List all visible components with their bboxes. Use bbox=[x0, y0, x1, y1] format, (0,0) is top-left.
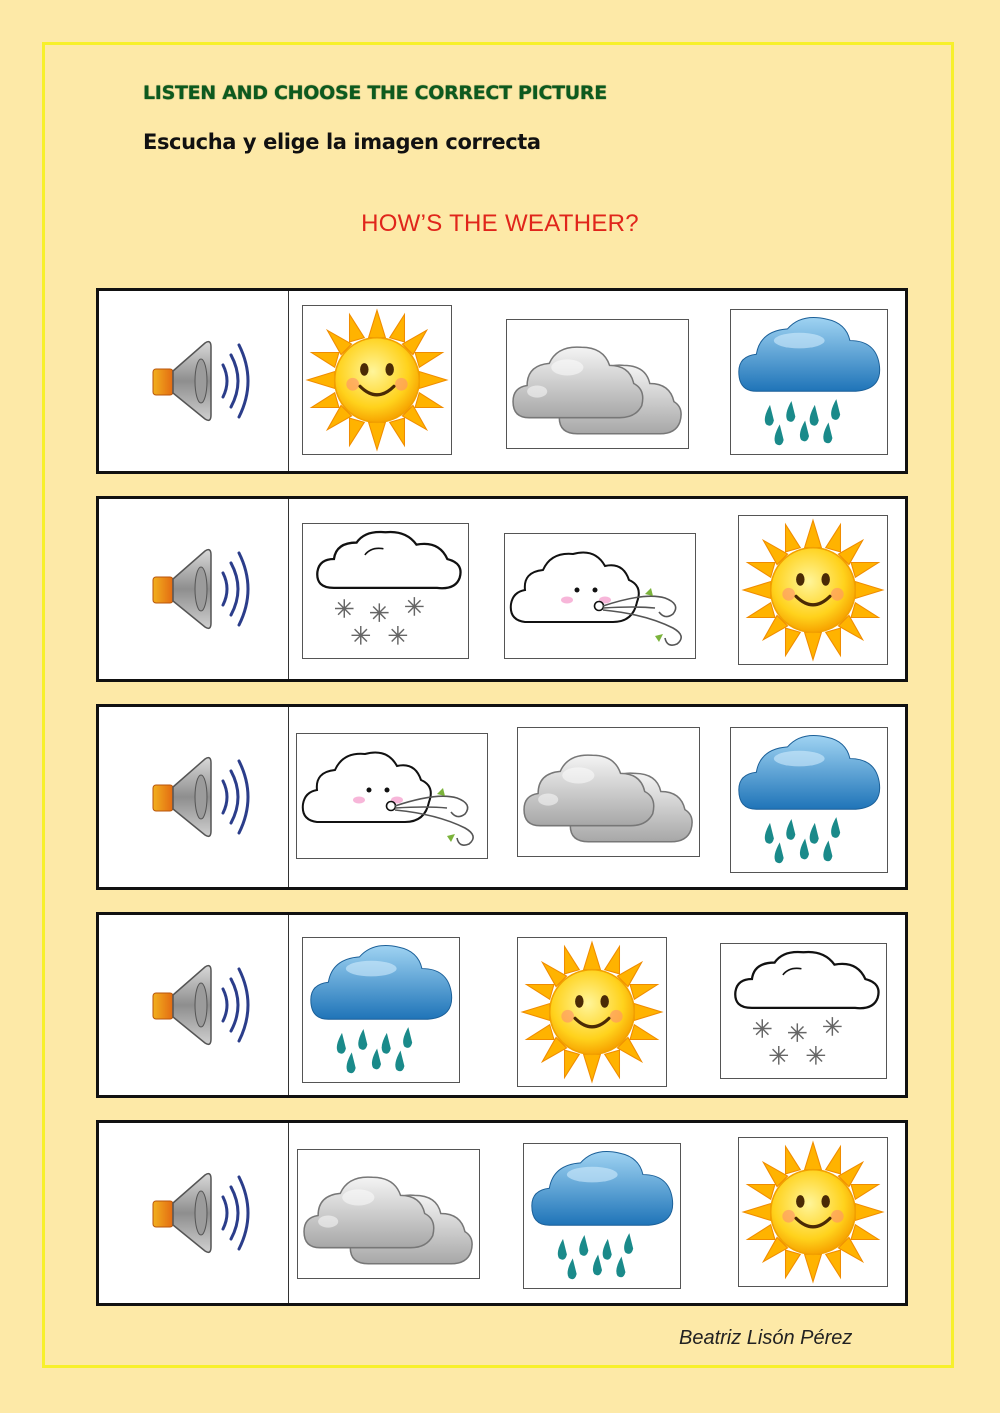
question-row-1 bbox=[96, 288, 908, 474]
row-divider bbox=[288, 499, 289, 679]
option-snow-cloud-icon[interactable] bbox=[302, 523, 469, 659]
option-sun-icon[interactable] bbox=[738, 1137, 888, 1287]
option-rain-cloud-icon[interactable] bbox=[523, 1143, 681, 1289]
author-signature: Beatriz Lisón Pérez bbox=[679, 1327, 853, 1349]
question-heading: HOW’S THE WEATHER? bbox=[361, 210, 639, 237]
option-wind-cloud-icon[interactable] bbox=[296, 733, 488, 859]
row-divider bbox=[288, 291, 289, 471]
instruction-title-spanish: Escucha y elige la imagen correcta bbox=[143, 130, 541, 154]
speaker-icon[interactable] bbox=[149, 1165, 253, 1261]
row-divider bbox=[288, 915, 289, 1095]
speaker-icon[interactable] bbox=[149, 749, 253, 845]
option-sun-icon[interactable] bbox=[517, 937, 667, 1087]
question-row-2 bbox=[96, 496, 908, 682]
speaker-icon[interactable] bbox=[149, 541, 253, 637]
option-snow-cloud-icon[interactable] bbox=[720, 943, 887, 1079]
option-rain-cloud-icon[interactable] bbox=[302, 937, 460, 1083]
option-cloud-icon[interactable] bbox=[506, 319, 689, 449]
row-divider bbox=[288, 1123, 289, 1303]
option-cloud-icon[interactable] bbox=[517, 727, 700, 857]
question-row-4 bbox=[96, 912, 908, 1098]
row-divider bbox=[288, 707, 289, 887]
option-sun-icon[interactable] bbox=[738, 515, 888, 665]
speaker-icon[interactable] bbox=[149, 957, 253, 1053]
option-wind-cloud-icon[interactable] bbox=[504, 533, 696, 659]
option-sun-icon[interactable] bbox=[302, 305, 452, 455]
option-cloud-icon[interactable] bbox=[297, 1149, 480, 1279]
option-rain-cloud-icon[interactable] bbox=[730, 727, 888, 873]
option-rain-cloud-icon[interactable] bbox=[730, 309, 888, 455]
speaker-icon[interactable] bbox=[149, 333, 253, 429]
question-row-3 bbox=[96, 704, 908, 890]
question-row-5 bbox=[96, 1120, 908, 1306]
instruction-title-english: LISTEN AND CHOOSE THE CORRECT PICTURE bbox=[143, 82, 607, 104]
